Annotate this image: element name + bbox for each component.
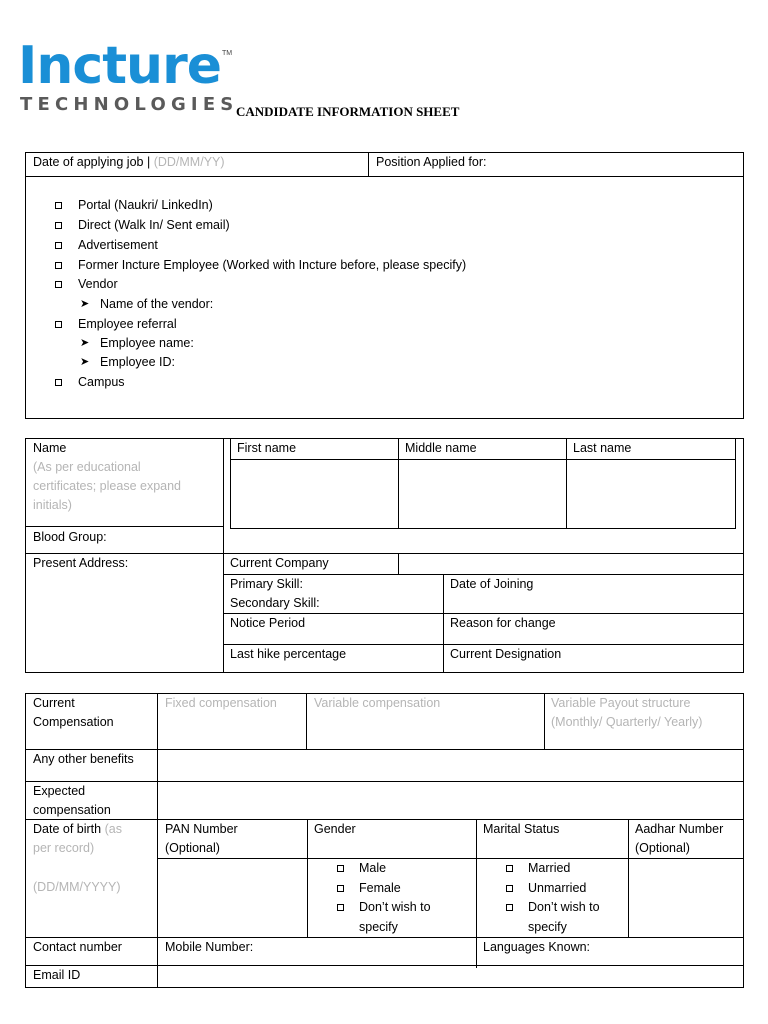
option-married: Married: [528, 861, 571, 875]
name-label: Name: [33, 441, 67, 455]
current-designation-label: Current Designation: [450, 647, 562, 661]
first-name-header: First name: [237, 441, 297, 455]
expected-compensation-label: Expected: [33, 784, 86, 798]
payout-structure-hint: (Monthly/ Quarterly/ Yearly): [551, 715, 703, 729]
mobile-number-label: Mobile Number:: [165, 940, 254, 954]
option-direct: Direct (Walk In/ Sent email): [78, 218, 230, 232]
checkbox-marital-dont-wish[interactable]: [506, 904, 513, 911]
option-male: Male: [359, 861, 387, 875]
notice-period-label: Notice Period: [230, 616, 306, 630]
arrow-bullet-icon: ➤: [80, 337, 90, 349]
application-source-box: [25, 152, 744, 419]
pan-number-field[interactable]: [159, 860, 306, 936]
date-of-birth-label: Date of birth (as: [33, 822, 122, 836]
date-placeholder[interactable]: (DD/MM/YY): [153, 155, 225, 169]
page-title: CANDIDATE INFORMATION SHEET: [236, 104, 460, 119]
expected-compensation-field[interactable]: [159, 783, 743, 818]
languages-known-label: Languages Known:: [483, 940, 591, 954]
current-compensation-label: Compensation: [33, 715, 114, 729]
arrow-bullet-icon: ➤: [80, 298, 90, 310]
variable-compensation-placeholder[interactable]: Variable compensation: [314, 696, 441, 710]
option-gender-dont-wish: specify: [359, 920, 398, 934]
dob-hint: per record): [33, 841, 95, 855]
position-applied-label: Position Applied for:: [376, 155, 487, 169]
middle-name-header: Middle name: [405, 441, 477, 455]
pan-optional-label: (Optional): [165, 841, 220, 855]
checkbox-advertisement[interactable]: [55, 242, 62, 249]
last-name-header: Last name: [573, 441, 632, 455]
present-address-label: Present Address:: [33, 556, 129, 570]
checkbox-employee-referral[interactable]: [55, 321, 62, 328]
marital-status-label: Marital Status: [483, 822, 560, 836]
name-hint: certificates; please expand: [33, 479, 182, 493]
secondary-skill-label: Secondary Skill:: [230, 596, 320, 610]
date-of-applying-label: Date of applying job | (DD/MM/YY): [33, 155, 225, 169]
option-gender-dont-wish: Don’t wish to: [359, 900, 431, 914]
gender-label: Gender: [314, 822, 356, 836]
pan-number-label: PAN Number: [165, 822, 238, 836]
dob-format-placeholder[interactable]: (DD/MM/YYYY): [33, 880, 121, 894]
fixed-compensation-placeholder[interactable]: Fixed compensation: [165, 696, 277, 710]
option-vendor: Vendor: [78, 277, 118, 291]
logo-subtitle: TECHNOLOGIES: [20, 94, 239, 115]
payout-structure-placeholder[interactable]: Variable Payout structure: [551, 696, 691, 710]
middle-name-field[interactable]: [400, 461, 564, 527]
name-hint: initials): [33, 498, 72, 512]
current-company-field[interactable]: [400, 555, 742, 573]
present-address-field[interactable]: [27, 575, 221, 671]
blood-group-label: Blood Group:: [33, 530, 107, 544]
aadhar-optional-label: (Optional): [635, 841, 690, 855]
vendor-name-label: Name of the vendor:: [100, 297, 214, 311]
option-employee-referral: Employee referral: [78, 317, 177, 331]
checkbox-married[interactable]: [506, 865, 513, 872]
checkbox-unmarried[interactable]: [506, 885, 513, 892]
arrow-bullet-icon: ➤: [80, 356, 90, 368]
employee-id-label: Employee ID:: [100, 355, 176, 369]
employee-name-label: Employee name:: [100, 336, 194, 350]
reason-for-change-label: Reason for change: [450, 616, 556, 630]
option-portal: Portal (Naukri/ LinkedIn): [78, 198, 213, 212]
checkbox-campus[interactable]: [55, 379, 62, 386]
primary-skill-label: Primary Skill:: [230, 577, 303, 591]
last-name-field[interactable]: [568, 461, 734, 527]
checkbox-gender-dont-wish[interactable]: [337, 904, 344, 911]
expected-compensation-label: compensation: [33, 803, 111, 817]
logo-trademark: TM: [222, 50, 233, 57]
option-marital-dont-wish: Don’t wish to: [528, 900, 600, 914]
current-company-label: Current Company: [230, 556, 329, 570]
option-advertisement: Advertisement: [78, 238, 158, 252]
option-campus: Campus: [78, 375, 125, 389]
option-unmarried: Unmarried: [528, 881, 587, 895]
option-former-employee: Former Incture Employee (Worked with Incture before, please specify): [78, 258, 467, 272]
blood-group-field[interactable]: [225, 531, 743, 552]
date-of-joining-label: Date of Joining: [450, 577, 534, 591]
aadhar-number-field[interactable]: [630, 860, 743, 936]
email-id-label: Email ID: [33, 968, 81, 982]
checkbox-female[interactable]: [337, 885, 344, 892]
incture-logo: Incture: [18, 36, 221, 96]
last-hike-label: Last hike percentage: [230, 647, 347, 661]
option-marital-dont-wish: specify: [528, 920, 567, 934]
other-benefits-label: Any other benefits: [33, 752, 134, 766]
name-hint: (As per educational: [33, 460, 141, 474]
option-female: Female: [359, 881, 401, 895]
aadhar-number-label: Aadhar Number: [635, 822, 724, 836]
first-name-field[interactable]: [232, 461, 396, 527]
checkbox-portal[interactable]: [55, 202, 62, 209]
current-compensation-label: Current: [33, 696, 75, 710]
checkbox-vendor[interactable]: [55, 281, 62, 288]
email-id-field[interactable]: [159, 967, 743, 987]
checkbox-male[interactable]: [337, 865, 344, 872]
other-benefits-field[interactable]: [159, 751, 743, 780]
checkbox-direct[interactable]: [55, 222, 62, 229]
checkbox-former-employee[interactable]: [55, 262, 62, 269]
contact-number-label: Contact number: [33, 940, 122, 954]
